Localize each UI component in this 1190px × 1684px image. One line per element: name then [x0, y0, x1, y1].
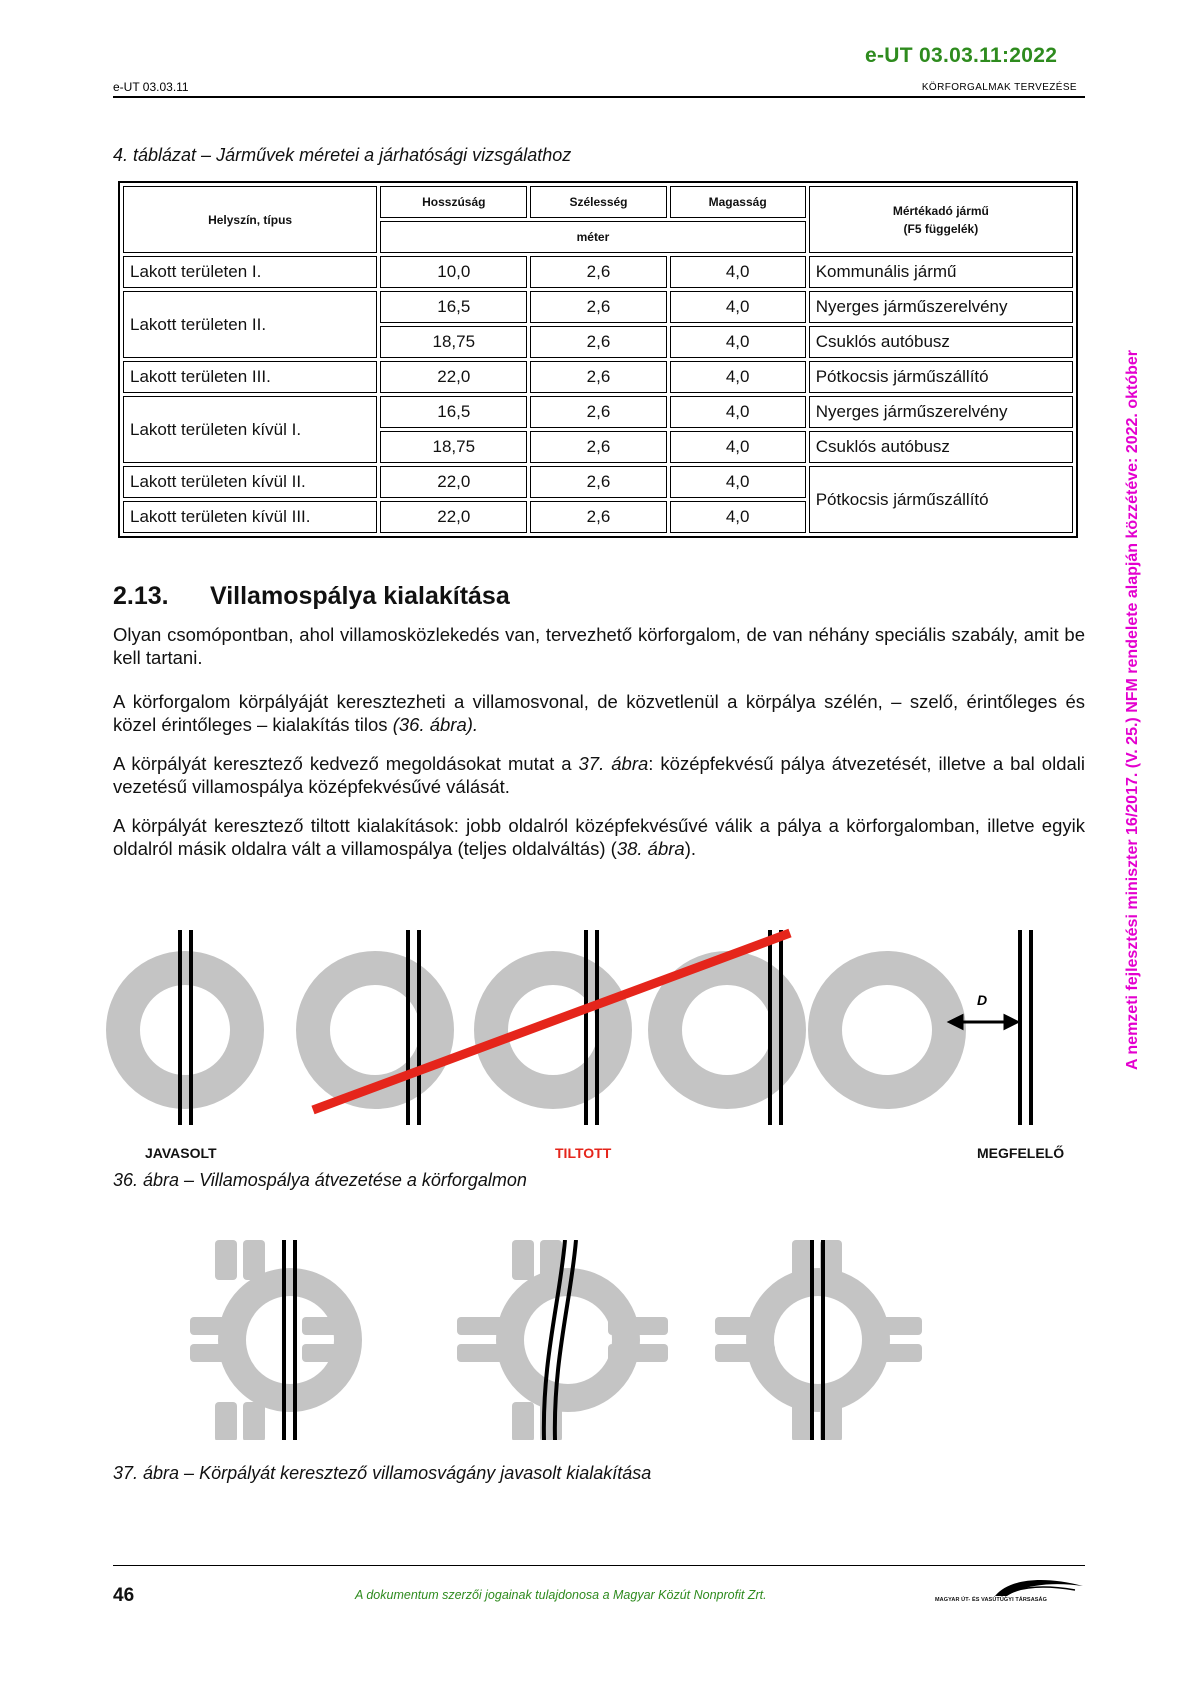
dimension-arrow — [950, 1016, 1017, 1028]
section-title: Villamospálya kialakítása — [210, 582, 510, 610]
footer-divider — [113, 1565, 1085, 1566]
cell-location: Lakott területen kívül III. — [123, 501, 377, 533]
cell-height: 4,0 — [670, 361, 806, 393]
cell-vehicle: Pótkocsis járműszállító — [809, 361, 1073, 393]
header-vehicle-title: Mértékadó jármű — [892, 203, 989, 218]
label-recommended: JAVASOLT — [145, 1145, 217, 1161]
section-heading — [113, 582, 510, 611]
paragraph-text: A körpályát keresztező tiltott kialakítások: jobb oldalról középfekvésűvé válik a pálya a körforgalomban, illetve egyik oldalról másik oldalra vált a villamospálya (teljes oldalváltás) ( — [113, 815, 1085, 859]
cell-length: 16,5 — [380, 291, 527, 323]
table-row — [123, 396, 1073, 428]
cell-length: 22,0 — [380, 361, 527, 393]
header-unit: méter — [380, 221, 806, 253]
society-logo-icon — [935, 1576, 1085, 1610]
figure-reference: (36. ábra). — [392, 714, 479, 735]
roundabout-junction — [457, 1240, 668, 1440]
publication-side-note: A nemzeti fejlesztési miniszter 16/2017. (V. 25.) NFM rendelete alapján közzétéve: 2022. október — [1124, 350, 1141, 1070]
roundabout-junction — [715, 1240, 922, 1440]
paragraph — [113, 814, 1085, 860]
section-number: 2.13. — [113, 582, 169, 610]
cell-length: 10,0 — [380, 256, 527, 288]
cell-vehicle: Nyerges járműszerelvény — [809, 291, 1073, 323]
table-row — [123, 291, 1073, 323]
approach-road — [512, 1402, 534, 1440]
roundabout-ring — [825, 968, 949, 1092]
vehicle-size-table — [118, 181, 1078, 538]
approach-road — [215, 1240, 237, 1280]
cell-vehicle: Csuklós autóbusz — [809, 326, 1073, 358]
table-row — [123, 466, 1073, 498]
arrow-head-icon — [1005, 1016, 1017, 1028]
cell-location: Lakott területen kívül I. — [123, 396, 377, 463]
header-height: Magasság — [670, 186, 806, 218]
cell-height: 4,0 — [670, 326, 806, 358]
header-doc-code: e-UT 03.03.11 — [113, 80, 189, 94]
page-number: 46 — [113, 1585, 135, 1606]
cell-height: 4,0 — [670, 466, 806, 498]
paragraph-text: : középfekvésű pálya átvezetését, illetve a bal oldali vezetésű villamospálya középfekvésűvé válását. — [113, 753, 1085, 797]
cell-width: 2,6 — [530, 326, 666, 358]
cell-height: 4,0 — [670, 291, 806, 323]
header-divider — [113, 96, 1085, 98]
footer-copyright: A dokumentum szerzői jogainak tulajdonosa a Magyar Közút Nonprofit Zrt. — [355, 1588, 767, 1602]
roundabout-ring — [123, 968, 247, 1092]
figure-36-diagram — [100, 905, 1090, 1165]
cell-height: 4,0 — [670, 431, 806, 463]
label-acceptable: MEGFELELŐ — [977, 1145, 1065, 1161]
paragraph — [113, 752, 1085, 798]
header-chapter-title: KÖRFORGALMAK TERVEZÉSE — [921, 82, 1077, 93]
cell-vehicle: Nyerges járműszerelvény — [809, 396, 1073, 428]
cell-width: 2,6 — [530, 466, 666, 498]
paragraph-text: A körpályát keresztező kedvező megoldásokat mutat a — [113, 753, 579, 774]
cell-width: 2,6 — [530, 361, 666, 393]
approach-road — [243, 1402, 265, 1440]
cell-location: Lakott területen I. — [123, 256, 377, 288]
header-length: Hosszúság — [380, 186, 527, 218]
cell-vehicle: Pótkocsis járműszállító — [809, 466, 1073, 533]
figure-reference: 37. ábra — [578, 753, 649, 774]
cell-vehicle: Kommunális jármű — [809, 256, 1073, 288]
roundabout-junction — [190, 1240, 348, 1440]
cell-length: 22,0 — [380, 466, 527, 498]
approach-roads — [190, 1240, 340, 1440]
figure-37-caption: 37. ábra – Körpályát keresztező villamosvágány javasolt kialakítása — [113, 1463, 652, 1483]
approach-road — [512, 1240, 534, 1280]
header-vehicle — [809, 186, 1073, 253]
society-logo-text: MAGYAR ÚT- ÉS VASÚTÜGYI TÁRSASÁG — [935, 1597, 1047, 1603]
cell-width: 2,6 — [530, 396, 666, 428]
roundabout-ring — [760, 1282, 876, 1398]
cell-width: 2,6 — [530, 291, 666, 323]
cell-length: 18,75 — [380, 431, 527, 463]
figure-37-diagram — [190, 1240, 1020, 1440]
paragraph — [113, 690, 1085, 736]
cell-length: 16,5 — [380, 396, 527, 428]
cell-location: Lakott területen III. — [123, 361, 377, 393]
cell-length: 18,75 — [380, 326, 527, 358]
cell-width: 2,6 — [530, 431, 666, 463]
table-caption: 4. táblázat – Járművek méretei a járhatósági vizsgálathoz — [113, 145, 572, 165]
cell-height: 4,0 — [670, 501, 806, 533]
label-forbidden: TILTOTT — [555, 1145, 612, 1161]
cell-width: 2,6 — [530, 501, 666, 533]
figure-36-caption: 36. ábra – Villamospálya átvezetése a körforgalmon — [113, 1170, 527, 1190]
cell-height: 4,0 — [670, 256, 806, 288]
table-row — [123, 256, 1073, 288]
dimension-label: D — [977, 992, 988, 1008]
table-row — [123, 361, 1073, 393]
roundabout-ring — [232, 1282, 348, 1398]
header-width: Szélesség — [530, 186, 666, 218]
cell-location: Lakott területen kívül II. — [123, 466, 377, 498]
paragraph-text: ). — [684, 838, 697, 859]
cell-location: Lakott területen II. — [123, 291, 377, 358]
figure-reference: 38. ábra — [616, 838, 685, 859]
cell-vehicle: Csuklós autóbusz — [809, 431, 1073, 463]
paragraph-text: A körforgalom körpályáját keresztezheti a villamosvonal, de közvetlenül a körpálya szélén, – szelő, érintőleges és közel érintőleges – kialakítás tilos — [113, 691, 1085, 735]
approach-road — [215, 1402, 237, 1440]
cell-height: 4,0 — [670, 396, 806, 428]
paragraph: Olyan csomópontban, ahol villamosközlekedés van, tervezhető körforgalom, de van néhány speciális szabály, amit be kell tartani. — [113, 624, 1085, 668]
header-vehicle-ref: (F5 függelék) — [903, 221, 979, 236]
cell-length: 22,0 — [380, 501, 527, 533]
document-code: e-UT 03.03.11:2022 — [865, 44, 1058, 67]
cell-width: 2,6 — [530, 256, 666, 288]
header-location: Helyszín, típus — [123, 186, 377, 253]
